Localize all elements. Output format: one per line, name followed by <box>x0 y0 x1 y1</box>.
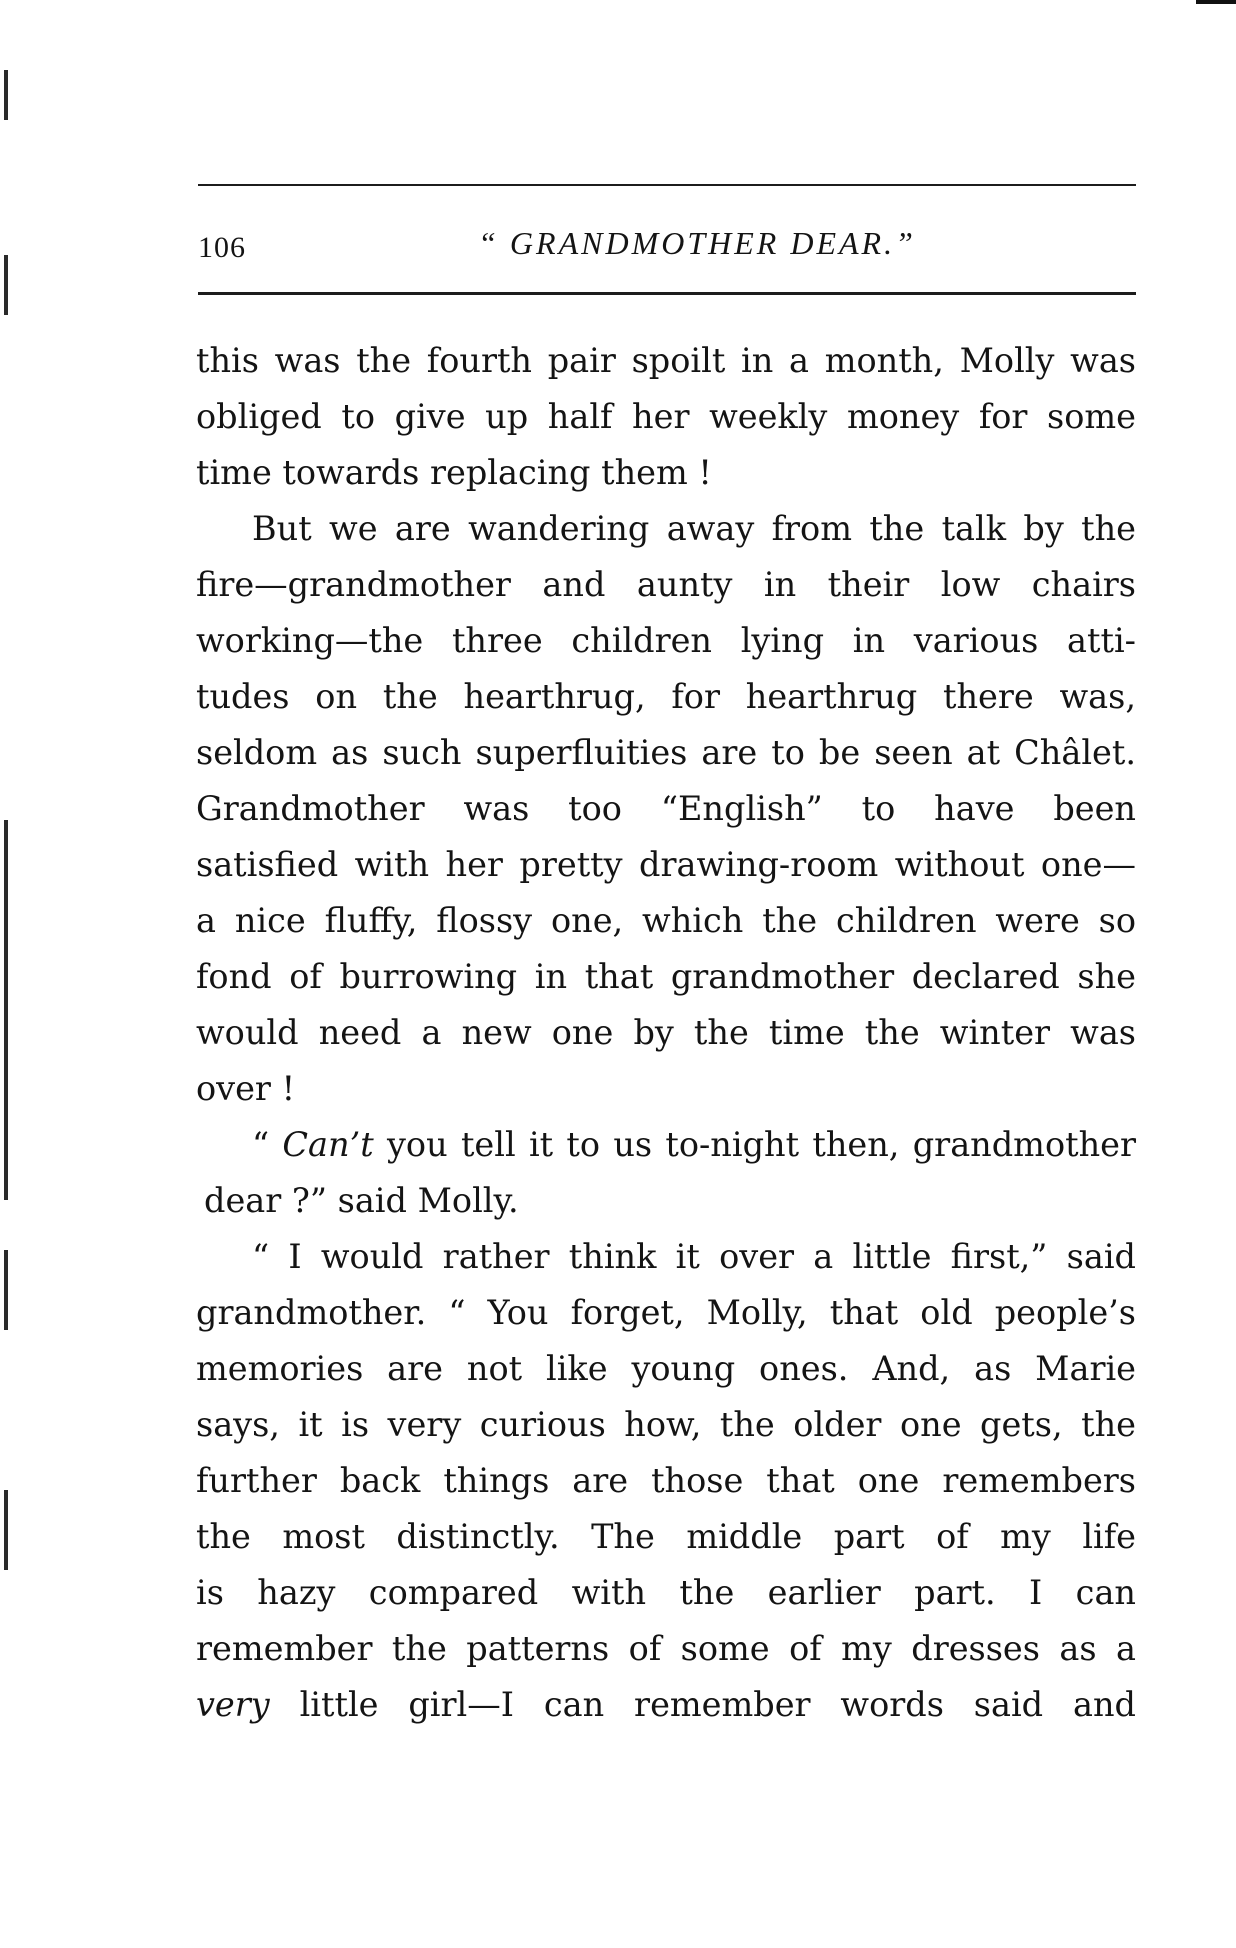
text-line: grandmother. “ You forget, Molly, that old people’s <box>196 1293 1136 1332</box>
text-line: fond of burrowing in that grandmother declared she <box>196 957 1136 996</box>
text-line: says, it is very curious how, the older one gets, the <box>196 1405 1136 1444</box>
scan-edge-mark <box>4 70 8 120</box>
scan-edge-mark <box>4 820 8 1200</box>
text-line: remember the patterns of some of my dresses as a <box>196 1629 1136 1668</box>
scan-edge-mark <box>4 1490 8 1570</box>
text-line: working—the three children lying in various atti- <box>196 621 1136 660</box>
emphasis-word: Can’t <box>282 1125 374 1164</box>
text-line: obliged to give up half her weekly money for some <box>196 397 1136 436</box>
text-line: “ I would rather think it over a little first,” said <box>252 1237 1136 1276</box>
text-line: further back things are those that one remembers <box>196 1461 1136 1500</box>
page-number: 106 <box>198 231 246 264</box>
text-line: a nice fluffy, flossy one, which the children were so <box>196 901 1136 940</box>
text-line: would need a new one by the time the winter was <box>196 1013 1136 1052</box>
text-line: dear ?” said Molly. <box>204 1181 519 1220</box>
text-line: over ! <box>196 1069 296 1108</box>
text-line: But we are wandering away from the talk by the <box>252 509 1136 548</box>
text-line: this was the fourth pair spoilt in a month, Molly was <box>196 341 1136 380</box>
body-text <box>196 333 1136 1733</box>
text-line: satisfied with her pretty drawing-room without one— <box>196 845 1136 884</box>
text-line: time towards replacing them ! <box>196 453 712 492</box>
text-line: the most distinctly. The middle part of my life <box>196 1517 1136 1556</box>
text-line: Grandmother was too “English” to have been <box>196 789 1136 828</box>
scan-edge-mark <box>4 255 8 315</box>
emphasis-word: very <box>196 1685 270 1724</box>
scan-edge-mark <box>1196 0 1236 4</box>
text-line: seldom as such superfluities are to be seen at Châlet. <box>196 733 1136 772</box>
text-line-emphasis: very little girl—I can remember words said and <box>196 1685 1136 1724</box>
text-line: fire—grandmother and aunty in their low chairs <box>196 565 1136 604</box>
page-header <box>198 225 1136 275</box>
scan-edge-mark <box>4 1250 8 1330</box>
header-rule-bottom <box>198 292 1136 295</box>
header-rule-top <box>198 184 1136 186</box>
text-line: memories are not like young ones. And, as Marie <box>196 1349 1136 1388</box>
text-line: tudes on the hearthrug, for hearthrug there was, <box>196 677 1136 716</box>
text-line-emphasis: “ Can’t you tell it to us to-night then, grandmother <box>252 1125 1136 1164</box>
running-title: “ GRANDMOTHER DEAR.” <box>478 225 916 261</box>
text-line: is hazy compared with the earlier part. I can <box>196 1573 1136 1612</box>
